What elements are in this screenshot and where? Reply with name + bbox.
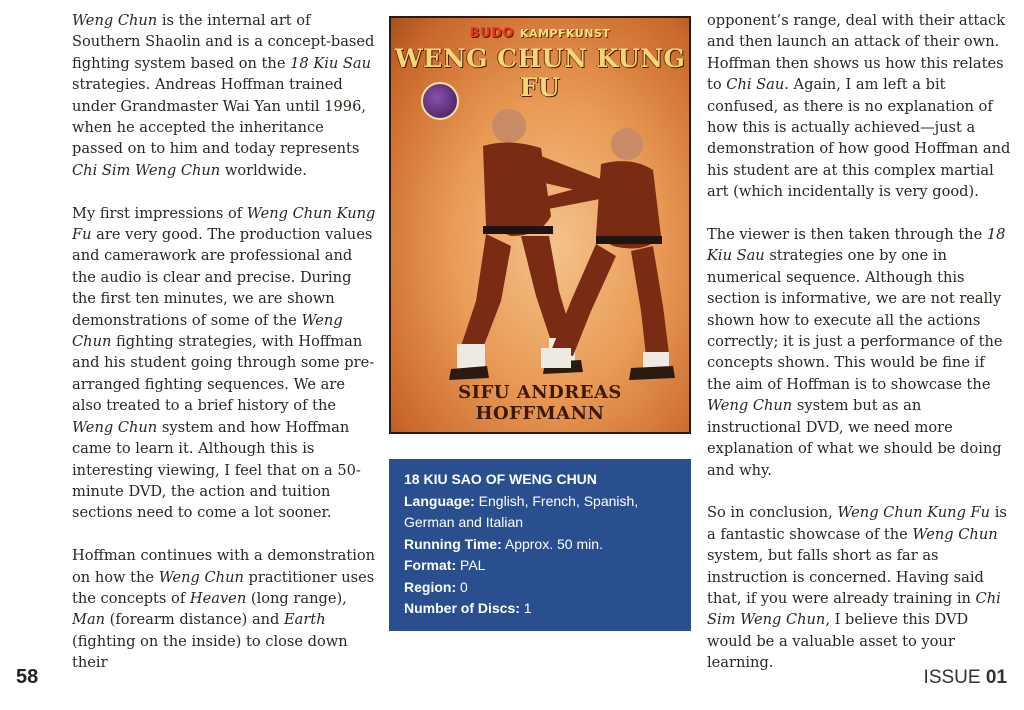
italic-term: 18 Kiu Sau [707,226,1006,265]
paragraph [707,224,1011,481]
dvd-specs-box [389,459,691,631]
issue-number: 01 [985,667,1007,688]
paragraph [72,203,376,524]
text-run: The viewer is then taken through the [707,226,987,244]
cover-title: WENG CHUN KUNG FU [394,44,686,102]
text-run: strategies one by one in numerical sequence. Although this section is informative, we are not really shown how to execute all the actions correctly; it is just a performance of the concepts shown. This would be fine if the aim of Hoffman is to showcase the [707,247,1003,393]
text-run: So in conclusion, [707,504,838,522]
text-run: system and how Hoffman came to learn it. Although this is interesting viewing, I feel that on a 50-minute DVD, the action and tuition sections need to come a lot sooner. [72,418,361,522]
spec-label: Region: [404,578,457,595]
text-run: Hoffman continues with a demonstration on how the [72,547,376,586]
text-run: , I believe this DVD would be a valuable asset to your learning. [707,611,969,672]
spec-label: Format: [404,557,457,573]
text-run: . Again, I am left a bit confused, as there is no explanation of how this is actually achieved—just a demonstration of how good Hoffman and his student are at this complex martial art (which incidentally is very good). [707,76,1011,201]
italic-term: Man [72,611,106,629]
spec-label: Running Time: [404,535,502,552]
dvd-cover-image [389,16,691,434]
text-run: are very good. The production values and camerawork are professional and the audio is clear and precise. During the first ten minutes, we are shown demonstrations of some of the [72,226,373,329]
text-run: strategies. Andreas Hoffman trained under Grandmaster Wai Yan until 1996, when he accepted the inheritance passed on to him and today represents [72,76,367,158]
paragraph [707,502,1011,673]
text-run: system, but falls short as far as instruction is concerned. Having said that, if you were already training in [707,547,984,607]
text-run: system but as an instructional DVD, we need more explanation of what we should be doing and why. [707,397,1002,479]
text-run: (forearm distance) and [105,611,285,629]
spec-discs [404,598,681,620]
spec-format [404,555,681,577]
italic-term: 18 Kiu Sau [290,54,372,72]
italic-term: Weng Chun Kung Fu [837,504,991,522]
cover-publisher-name: KAMPFKUNST [519,27,611,40]
cover-author: SIFU ANDREAS HOFFMANN [458,382,622,424]
cover-publisher-logo: BUDO [469,26,514,41]
text-run: is a fantastic showcase of the [707,504,1007,543]
text-run: My first impressions of [72,204,247,222]
spec-value: 0 [456,578,468,595]
text-run: is the internal art of Southern Shaolin and is a concept-based fighting system based on the [72,12,375,72]
italic-term: Weng Chun [72,418,158,436]
spec-value: PAL [456,557,486,573]
italic-term: Weng Chun [158,568,244,586]
issue-word: ISSUE [923,667,986,688]
martial-artists-figure [391,86,689,386]
italic-term: Chi Sim Weng Chun [72,161,221,179]
issue-label [924,667,1007,689]
italic-term: Weng Chun [72,12,158,29]
text-run: (fighting on the inside) to close down their [72,632,348,672]
spec-label: Language: [404,492,475,509]
paragraph [72,545,376,673]
spec-value: 1 [519,600,532,616]
spec-language [404,491,681,534]
italic-term: Weng Chun [72,311,343,351]
italic-term: Weng Chun [707,397,793,415]
article-column-right [707,10,1011,674]
italic-term: Weng Chun Kung Fu [72,204,376,244]
article-column-left [72,10,376,674]
spec-region [404,577,681,599]
page-number: 58 [16,666,39,688]
spec-label: Number of Discs: [404,600,520,616]
spec-running-time [404,534,681,556]
text-run: worldwide. [220,161,307,179]
specs-heading: 18 KIU SAO OF WENG CHUN [404,471,597,487]
italic-term: Earth [284,611,326,629]
paragraph [72,10,376,181]
spec-value: English, French, Spanish, German and Italian [404,492,639,530]
text-run: (long range), [246,589,347,607]
italic-term: Chi Sau [726,76,785,94]
text-run: fighting strategies, with Hoffman and his student going through some pre-arranged fighting sequences. We are also treated to a brief history of the [72,333,375,415]
text-run: opponent’s range, deal with their attack and then launch an attack of their own. Hoffman then shows us how this relates to [707,12,1006,94]
italic-term: Weng Chun [912,525,998,543]
italic-term: Heaven [189,589,247,607]
cover-publisher-row [391,26,689,41]
italic-term: Chi Sim Weng Chun [707,589,1001,629]
text-run: practitioner uses the concepts of [72,568,375,607]
spec-value: Approx. 50 min. [501,535,603,552]
paragraph [707,10,1011,203]
